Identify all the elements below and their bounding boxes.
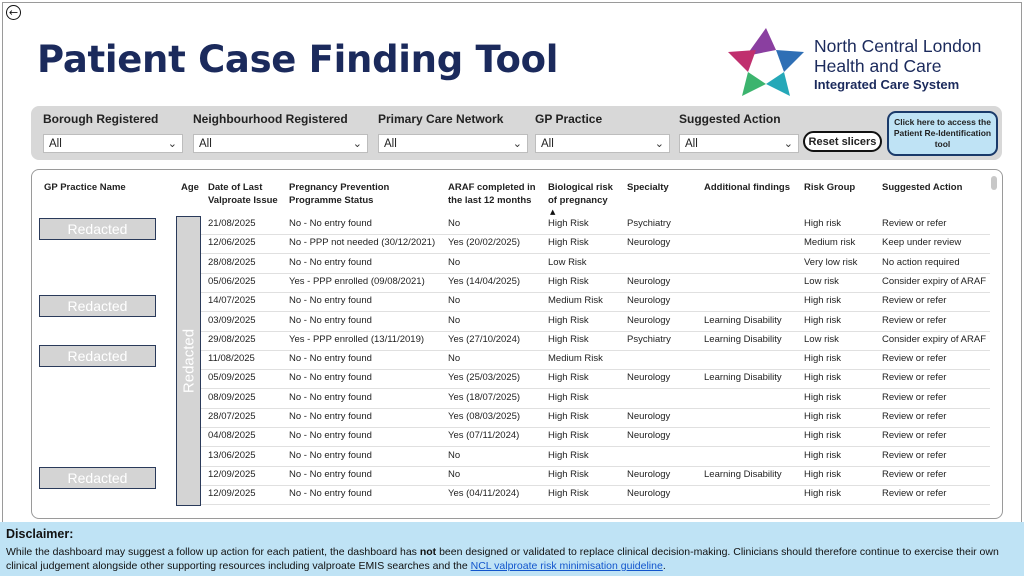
cell-bio: Medium Risk: [548, 295, 603, 307]
cell-action: Review or refer: [882, 314, 947, 326]
cell-araf: No: [448, 295, 461, 307]
cell-araf: Yes (14/04/2025): [448, 275, 521, 287]
cell-risk: High risk: [804, 218, 841, 229]
cell-date: 28/07/2025: [208, 411, 256, 422]
cell-date: 05/06/2025: [208, 275, 256, 287]
cell-specialty: Neurology: [627, 372, 671, 384]
cell-araf: Yes (08/03/2025): [448, 411, 521, 422]
cell-ppp: No - No entry found: [289, 449, 372, 461]
header-gp-practice[interactable]: GP Practice Name: [44, 182, 126, 193]
cell-risk: High risk: [804, 468, 841, 480]
cell-findings: Learning Disability: [704, 468, 782, 480]
cell-ppp: No - No entry found: [289, 411, 372, 422]
table-row[interactable]: [200, 312, 990, 332]
cell-action: Review or refer: [882, 391, 947, 403]
cell-action: Review or refer: [882, 449, 947, 461]
redacted-practice: Redacted: [39, 218, 156, 240]
cell-action: Keep under review: [882, 237, 962, 249]
gp-practice-dropdown[interactable]: All ⌄: [535, 134, 670, 153]
header-specialty[interactable]: Specialty: [627, 182, 669, 193]
table-row[interactable]: [200, 447, 990, 467]
redacted-practice: Redacted: [39, 345, 156, 367]
cell-araf: No: [448, 468, 461, 480]
cell-action: Review or refer: [882, 218, 947, 229]
cell-ppp: No - No entry found: [289, 295, 372, 307]
cell-bio: High Risk: [548, 275, 589, 287]
cell-ppp: No - No entry found: [289, 314, 372, 326]
cell-araf: No: [448, 314, 461, 326]
cell-risk: Medium risk: [804, 237, 856, 249]
cell-risk: High risk: [804, 353, 841, 365]
redacted-practice: Redacted: [39, 295, 156, 317]
table-row[interactable]: [200, 485, 990, 505]
cell-date: 12/09/2025: [208, 488, 256, 500]
re-identification-button[interactable]: Click here to access the Patient Re-Identification tool: [887, 111, 998, 156]
cell-date: 05/09/2025: [208, 372, 256, 384]
cell-risk: High risk: [804, 488, 841, 500]
chevron-down-icon: ⌄: [167, 138, 177, 150]
slicer-bar: [31, 106, 1002, 160]
guideline-link[interactable]: NCL valproate risk minimisation guideline: [470, 560, 663, 572]
cell-specialty: Neurology: [627, 314, 671, 326]
cell-action: Review or refer: [882, 295, 947, 307]
ncl-logo-text: North Central London Health and Care Integrated Care System: [814, 36, 982, 92]
cell-findings: Learning Disability: [704, 314, 782, 326]
slicer-gp-practice: GP Practice All ⌄: [535, 112, 670, 153]
chevron-down-icon: ⌄: [352, 138, 362, 150]
cell-risk: High risk: [804, 391, 841, 403]
cell-risk: High risk: [804, 295, 841, 307]
cell-action: Consider expiry of ARAF: [882, 333, 987, 345]
cell-findings: Learning Disability: [704, 372, 782, 384]
borough-dropdown[interactable]: All ⌄: [43, 134, 183, 153]
cell-date: 21/08/2025: [208, 218, 256, 229]
cell-date: 12/06/2025: [208, 237, 256, 249]
cell-araf: Yes (20/02/2025): [448, 237, 521, 249]
table-row[interactable]: [200, 408, 990, 428]
reset-slicers-button[interactable]: Reset slicers: [803, 131, 882, 152]
redacted-age-column: Redacted: [176, 216, 201, 506]
cell-date: 28/08/2025: [208, 256, 256, 268]
disclaimer-heading: Disclaimer:: [6, 527, 74, 541]
cell-araf: Yes (25/03/2025): [448, 372, 521, 384]
disclaimer-text: While the dashboard may suggest a follow up action for each patient, the dashboard has not been designed or validated to replace clinical decision-making. Clinicians should therefore continue to exercise their own clinical judgement alongside other supporting resources including valproate EMIS searches and the NCL valproate risk minimisation guideline.: [6, 546, 999, 572]
back-arrow-icon[interactable]: ←: [6, 5, 21, 20]
cell-date: 08/09/2025: [208, 391, 256, 403]
cell-bio: Medium Risk: [548, 353, 603, 365]
slicer-neighbourhood: Neighbourhood Registered All ⌄: [193, 112, 368, 153]
cell-date: 14/07/2025: [208, 295, 256, 307]
cell-action: Review or refer: [882, 488, 947, 500]
cell-araf: No: [448, 256, 461, 268]
neighbourhood-dropdown[interactable]: All ⌄: [193, 134, 368, 153]
cell-specialty: Neurology: [627, 411, 671, 422]
table-row[interactable]: [200, 292, 990, 312]
table-row[interactable]: [200, 331, 990, 351]
cell-action: Review or refer: [882, 411, 947, 422]
cell-bio: High Risk: [548, 449, 589, 461]
disclaimer-banner: [0, 522, 1024, 576]
cell-risk: Low risk: [804, 275, 839, 287]
cell-bio: High Risk: [548, 372, 589, 384]
slicer-pcn: Primary Care Network All ⌄: [378, 112, 528, 153]
cell-bio: High Risk: [548, 430, 589, 442]
cell-araf: No: [448, 449, 461, 461]
cell-risk: High risk: [804, 314, 841, 326]
cell-ppp: No - No entry found: [289, 488, 372, 500]
cell-araf: Yes (04/11/2024): [448, 488, 520, 500]
cell-araf: Yes (27/10/2024): [448, 333, 521, 345]
cell-bio: High Risk: [548, 333, 589, 345]
cell-ppp: Yes - PPP enrolled (13/11/2019): [289, 333, 425, 345]
cell-risk: High risk: [804, 449, 841, 461]
table-row[interactable]: [200, 254, 990, 274]
header-ppp-status[interactable]: Pregnancy Prevention Programme Status: [289, 182, 390, 206]
cell-date: 11/08/2025: [208, 353, 255, 365]
cell-bio: High Risk: [548, 488, 589, 500]
header-araf[interactable]: ARAF completed in the last 12 months: [448, 182, 536, 206]
cell-ppp: No - No entry found: [289, 391, 372, 403]
cell-action: Consider expiry of ARAF: [882, 275, 987, 287]
cell-specialty: Psychiatry: [627, 333, 671, 345]
cell-risk: Low risk: [804, 333, 839, 345]
header-age[interactable]: Age: [181, 182, 199, 193]
cell-ppp: No - No entry found: [289, 468, 372, 480]
sort-ascending-icon: ▲: [550, 208, 556, 216]
cell-specialty: Neurology: [627, 275, 671, 287]
cell-date: 29/08/2025: [208, 333, 256, 345]
header-bio-risk[interactable]: Biological risk of pregnancy: [548, 182, 613, 206]
cell-risk: High risk: [804, 372, 841, 384]
table-row[interactable]: [200, 273, 990, 293]
patient-table: [31, 169, 1003, 519]
table-row[interactable]: [200, 350, 990, 370]
table-scrollbar[interactable]: [991, 176, 997, 190]
cell-ppp: Yes - PPP enrolled (09/08/2021): [289, 275, 425, 287]
cell-specialty: Neurology: [627, 468, 671, 480]
cell-date: 04/08/2025: [208, 430, 256, 442]
cell-action: Review or refer: [882, 353, 947, 365]
cell-ppp: No - No entry found: [289, 218, 372, 229]
table-row[interactable]: [200, 215, 990, 235]
slicer-suggested-action: Suggested Action All ⌄: [679, 112, 799, 153]
header-additional-findings[interactable]: Additional findings: [704, 182, 791, 193]
cell-findings: Learning Disability: [704, 333, 782, 345]
header-risk-group[interactable]: Risk Group: [804, 182, 856, 193]
cell-action: Review or refer: [882, 468, 947, 480]
suggested-action-dropdown[interactable]: All ⌄: [679, 134, 799, 153]
cell-date: 13/06/2025: [208, 449, 256, 461]
cell-araf: No: [448, 218, 461, 229]
cell-bio: High Risk: [548, 411, 589, 422]
slicer-borough: Borough Registered All ⌄: [43, 112, 183, 153]
cell-araf: Yes (18/07/2025): [448, 391, 521, 403]
cell-ppp: No - PPP not needed (30/12/2021): [289, 237, 436, 249]
cell-bio: High Risk: [548, 237, 589, 249]
cell-bio: High Risk: [548, 468, 589, 480]
cell-specialty: Neurology: [627, 430, 671, 442]
cell-risk: Very low risk: [804, 256, 858, 268]
page-title: Patient Case Finding Tool: [37, 38, 559, 81]
cell-specialty: Neurology: [627, 237, 671, 249]
redacted-practice: Redacted: [39, 467, 156, 489]
chevron-down-icon: ⌄: [654, 138, 664, 150]
chevron-down-icon: ⌄: [512, 138, 522, 150]
cell-bio: High Risk: [548, 391, 589, 403]
cell-specialty: Neurology: [627, 488, 671, 500]
table-row[interactable]: [200, 234, 990, 254]
header-date[interactable]: Date of Last Valproate Issue: [208, 182, 278, 206]
table-row[interactable]: [200, 369, 990, 389]
table-row[interactable]: [200, 427, 990, 447]
cell-date: 03/09/2025: [208, 314, 256, 326]
cell-ppp: No - No entry found: [289, 256, 372, 268]
header-suggested-action[interactable]: Suggested Action: [882, 182, 963, 193]
cell-risk: High risk: [804, 411, 841, 422]
cell-action: Review or refer: [882, 430, 947, 442]
chevron-down-icon: ⌄: [783, 138, 793, 150]
table-row[interactable]: [200, 389, 990, 409]
cell-araf: Yes (07/11/2024): [448, 430, 520, 442]
cell-date: 12/09/2025: [208, 468, 256, 480]
cell-ppp: No - No entry found: [289, 430, 372, 442]
pcn-dropdown[interactable]: All ⌄: [378, 134, 528, 153]
cell-action: Review or refer: [882, 372, 947, 384]
cell-araf: No: [448, 353, 461, 365]
cell-ppp: No - No entry found: [289, 372, 372, 384]
cell-bio: High Risk: [548, 218, 589, 229]
cell-specialty: Psychiatry: [627, 218, 671, 229]
cell-bio: Low Risk: [548, 256, 587, 268]
table-row[interactable]: [200, 466, 990, 486]
cell-action: No action required: [882, 256, 960, 268]
ncl-star-logo-icon: [726, 26, 806, 98]
cell-bio: High Risk: [548, 314, 589, 326]
cell-ppp: No - No entry found: [289, 353, 372, 365]
cell-risk: High risk: [804, 430, 841, 442]
cell-specialty: Neurology: [627, 295, 671, 307]
